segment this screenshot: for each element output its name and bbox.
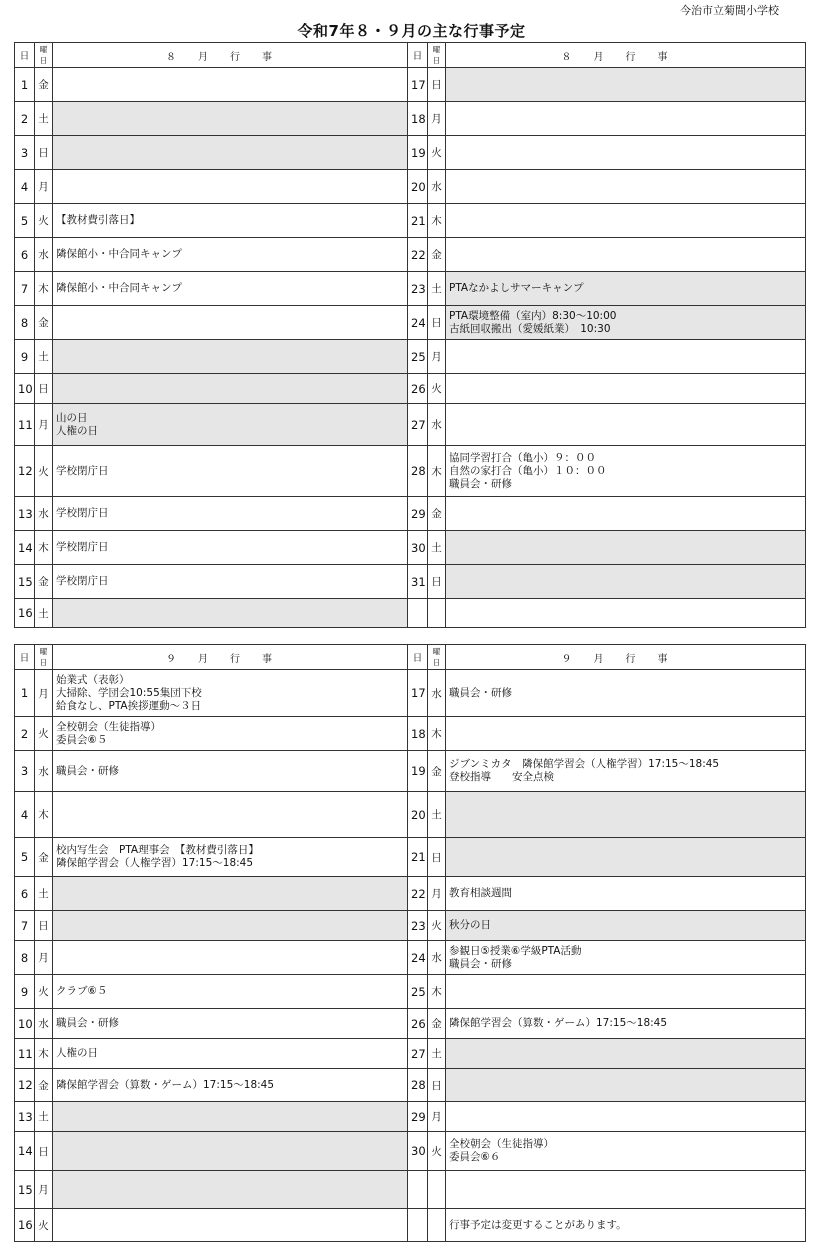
event-cell: クラブ⑥５ <box>53 975 408 1009</box>
weekday: 土 <box>428 1039 446 1069</box>
weekday: 水 <box>35 238 53 272</box>
weekday: 火 <box>35 1209 53 1242</box>
table-row <box>15 1209 806 1242</box>
event-cell <box>446 136 806 170</box>
weekday: 金 <box>35 306 53 340</box>
day-number: 8 <box>15 306 35 340</box>
day-number <box>408 599 428 628</box>
header-weekday: 曜日 <box>428 43 446 68</box>
day-number: 26 <box>408 1009 428 1039</box>
header-weekday: 曜日 <box>428 645 446 670</box>
day-number <box>408 1171 428 1209</box>
header-day: 日 <box>408 43 428 68</box>
weekday: 土 <box>35 599 53 628</box>
event-cell <box>53 911 408 941</box>
day-number: 11 <box>15 1039 35 1069</box>
weekday: 日 <box>35 1132 53 1171</box>
header-weekday: 曜日 <box>35 43 53 68</box>
weekday: 水 <box>428 404 446 446</box>
day-number: 24 <box>408 941 428 975</box>
weekday: 日 <box>428 565 446 599</box>
day-number: 23 <box>408 272 428 306</box>
event-cell <box>53 170 408 204</box>
event-cell <box>446 792 806 838</box>
table-row <box>15 340 806 374</box>
day-number: 15 <box>15 565 35 599</box>
day-number: 12 <box>15 1069 35 1102</box>
day-number: 21 <box>408 204 428 238</box>
table-row <box>15 565 806 599</box>
day-number: 20 <box>408 170 428 204</box>
header-day: 日 <box>15 645 35 670</box>
event-cell: 【教材費引落日】 <box>53 204 408 238</box>
table-row <box>15 238 806 272</box>
table-row <box>15 531 806 565</box>
day-number: 18 <box>408 717 428 751</box>
day-number: 27 <box>408 1039 428 1069</box>
day-number: 18 <box>408 102 428 136</box>
event-cell: 職員会・研修 <box>53 751 408 792</box>
day-number: 17 <box>408 68 428 102</box>
day-number: 16 <box>15 1209 35 1242</box>
event-cell: 山の日 人権の日 <box>53 404 408 446</box>
event-cell <box>53 792 408 838</box>
table-row <box>15 1069 806 1102</box>
weekday: 火 <box>35 204 53 238</box>
event-cell <box>446 497 806 531</box>
day-number: 4 <box>15 792 35 838</box>
august-calendar-table <box>14 42 806 628</box>
weekday: 金 <box>35 838 53 877</box>
event-cell: 職員会・研修 <box>446 670 806 717</box>
event-cell: 隣保館学習会（算数・ゲーム）17:15～18:45 <box>53 1069 408 1102</box>
weekday: 土 <box>35 877 53 911</box>
weekday: 日 <box>428 1069 446 1102</box>
day-number: 9 <box>15 975 35 1009</box>
weekday: 月 <box>428 877 446 911</box>
september-calendar-table <box>14 644 806 1242</box>
day-number: 6 <box>15 877 35 911</box>
weekday: 日 <box>35 136 53 170</box>
weekday: 金 <box>35 68 53 102</box>
table-row <box>15 975 806 1009</box>
event-cell <box>446 404 806 446</box>
event-cell: 秋分の日 <box>446 911 806 941</box>
day-number: 7 <box>15 272 35 306</box>
event-cell: 学校閉庁日 <box>53 565 408 599</box>
weekday: 月 <box>428 340 446 374</box>
event-cell <box>53 1209 408 1242</box>
event-cell <box>53 68 408 102</box>
weekday: 金 <box>428 1009 446 1039</box>
weekday: 金 <box>428 751 446 792</box>
event-cell <box>446 599 806 628</box>
day-number: 30 <box>408 1132 428 1171</box>
event-cell <box>446 238 806 272</box>
weekday: 火 <box>428 136 446 170</box>
day-number: 15 <box>15 1171 35 1209</box>
weekday: 月 <box>35 404 53 446</box>
table-row <box>15 136 806 170</box>
table-row <box>15 170 806 204</box>
day-number: 17 <box>408 670 428 717</box>
day-number: 13 <box>15 1102 35 1132</box>
day-number: 22 <box>408 238 428 272</box>
event-cell <box>446 374 806 404</box>
event-cell <box>53 877 408 911</box>
school-name: 今治市立菊間小学校 <box>680 4 779 17</box>
table-row <box>15 374 806 404</box>
event-cell <box>446 204 806 238</box>
weekday: 木 <box>428 717 446 751</box>
header-events-left: ８月行事 <box>53 43 408 68</box>
weekday: 日 <box>428 68 446 102</box>
table-row <box>15 68 806 102</box>
day-number: 12 <box>15 446 35 497</box>
table-row <box>15 272 806 306</box>
event-cell <box>53 1132 408 1171</box>
event-cell <box>446 68 806 102</box>
day-number: 1 <box>15 670 35 717</box>
event-cell <box>53 374 408 404</box>
table-row <box>15 102 806 136</box>
day-number: 2 <box>15 102 35 136</box>
weekday: 水 <box>428 170 446 204</box>
event-cell <box>446 1069 806 1102</box>
table-row <box>15 877 806 911</box>
event-cell <box>53 599 408 628</box>
day-number: 1 <box>15 68 35 102</box>
day-number: 26 <box>408 374 428 404</box>
table-row <box>15 1039 806 1069</box>
weekday: 月 <box>35 941 53 975</box>
day-number: 7 <box>15 911 35 941</box>
weekday: 日 <box>35 374 53 404</box>
day-number: 13 <box>15 497 35 531</box>
day-number: 28 <box>408 446 428 497</box>
event-cell <box>53 136 408 170</box>
day-number: 6 <box>15 238 35 272</box>
weekday: 土 <box>35 340 53 374</box>
event-cell: 学校閉庁日 <box>53 531 408 565</box>
table-row <box>15 670 806 717</box>
weekday: 水 <box>428 670 446 717</box>
event-cell: 隣保館学習会（算数・ゲーム）17:15～18:45 <box>446 1009 806 1039</box>
weekday: 火 <box>428 911 446 941</box>
weekday: 火 <box>428 1132 446 1171</box>
weekday: 木 <box>428 446 446 497</box>
day-number: 3 <box>15 751 35 792</box>
day-number: 19 <box>408 751 428 792</box>
table-row <box>15 911 806 941</box>
event-cell: PTA環境整備（室内）8:30～10:00 古紙回収搬出（愛媛紙業） 10:30 <box>446 306 806 340</box>
header-events-right: ９月行事 <box>446 645 806 670</box>
event-cell <box>446 1039 806 1069</box>
day-number: 14 <box>15 531 35 565</box>
weekday: 月 <box>35 1171 53 1209</box>
day-number: 10 <box>15 374 35 404</box>
weekday: 水 <box>35 1009 53 1039</box>
day-number: 31 <box>408 565 428 599</box>
page-title: 令和7年８・９月の主な行事予定 <box>297 22 526 40</box>
weekday: 水 <box>428 941 446 975</box>
weekday: 月 <box>428 102 446 136</box>
table-row <box>15 792 806 838</box>
weekday: 月 <box>35 170 53 204</box>
event-cell: 教育相談週間 <box>446 877 806 911</box>
event-cell <box>446 340 806 374</box>
day-number: 4 <box>15 170 35 204</box>
weekday: 金 <box>35 565 53 599</box>
event-cell <box>53 306 408 340</box>
event-cell <box>446 1102 806 1132</box>
weekday: 木 <box>35 531 53 565</box>
weekday: 金 <box>428 497 446 531</box>
day-number: 25 <box>408 340 428 374</box>
weekday: 日 <box>428 306 446 340</box>
day-number: 24 <box>408 306 428 340</box>
event-cell: 隣保館小・中合同キャンプ <box>53 238 408 272</box>
event-cell <box>446 717 806 751</box>
day-number <box>408 1209 428 1242</box>
event-cell: 参観日⑤授業⑥学級PTA活動 職員会・研修 <box>446 941 806 975</box>
event-cell <box>53 1102 408 1132</box>
day-number: 29 <box>408 497 428 531</box>
weekday: 火 <box>428 374 446 404</box>
day-number: 3 <box>15 136 35 170</box>
table-row <box>15 1009 806 1039</box>
day-number: 10 <box>15 1009 35 1039</box>
event-cell: 行事予定は変更することがあります。 <box>446 1209 806 1242</box>
event-cell: 校内写生会 PTA理事会 【教材費引落日】 隣保館学習会（人権学習）17:15～18:45 <box>53 838 408 877</box>
table-row <box>15 751 806 792</box>
weekday: 土 <box>428 792 446 838</box>
event-cell: 隣保館小・中合同キャンプ <box>53 272 408 306</box>
event-cell <box>446 838 806 877</box>
weekday: 木 <box>35 792 53 838</box>
table-row <box>15 404 806 446</box>
header-day: 日 <box>15 43 35 68</box>
day-number: 30 <box>408 531 428 565</box>
weekday: 木 <box>35 272 53 306</box>
day-number: 25 <box>408 975 428 1009</box>
weekday: 金 <box>35 1069 53 1102</box>
day-number: 2 <box>15 717 35 751</box>
weekday <box>428 1171 446 1209</box>
event-cell: ジブンミカタ 隣保館学習会（人権学習）17:15～18:45 登校指導 安全点検 <box>446 751 806 792</box>
day-number: 28 <box>408 1069 428 1102</box>
weekday: 日 <box>428 838 446 877</box>
event-cell <box>53 340 408 374</box>
table-row <box>15 717 806 751</box>
table-row <box>15 599 806 628</box>
event-cell <box>446 565 806 599</box>
weekday: 水 <box>35 497 53 531</box>
weekday: 木 <box>428 975 446 1009</box>
day-number: 11 <box>15 404 35 446</box>
table-row <box>15 941 806 975</box>
event-cell: 学校閉庁日 <box>53 446 408 497</box>
day-number: 5 <box>15 838 35 877</box>
header-weekday: 曜日 <box>35 645 53 670</box>
event-cell: 人権の日 <box>53 1039 408 1069</box>
event-cell <box>446 531 806 565</box>
weekday <box>428 599 446 628</box>
table-row <box>15 1171 806 1209</box>
day-number: 29 <box>408 1102 428 1132</box>
weekday: 日 <box>35 911 53 941</box>
weekday: 土 <box>35 1102 53 1132</box>
day-number: 9 <box>15 340 35 374</box>
day-number: 16 <box>15 599 35 628</box>
day-number: 23 <box>408 911 428 941</box>
event-cell: 全校朝会（生徒指導） 委員会⑥６ <box>446 1132 806 1171</box>
day-number: 5 <box>15 204 35 238</box>
day-number: 8 <box>15 941 35 975</box>
day-number: 21 <box>408 838 428 877</box>
table-row <box>15 446 806 497</box>
weekday: 金 <box>428 238 446 272</box>
weekday <box>428 1209 446 1242</box>
weekday: 土 <box>428 272 446 306</box>
table-row <box>15 497 806 531</box>
weekday: 火 <box>35 975 53 1009</box>
day-number: 27 <box>408 404 428 446</box>
weekday: 木 <box>428 204 446 238</box>
event-cell <box>446 102 806 136</box>
event-cell <box>446 975 806 1009</box>
event-cell <box>446 1171 806 1209</box>
event-cell: 協同学習打合（亀小）９：００ 自然の家打合（亀小）１０：００ 職員会・研修 <box>446 446 806 497</box>
table-row <box>15 306 806 340</box>
weekday: 火 <box>35 717 53 751</box>
weekday: 月 <box>35 670 53 717</box>
event-cell: 職員会・研修 <box>53 1009 408 1039</box>
event-cell <box>53 1171 408 1209</box>
table-row <box>15 1132 806 1171</box>
table-row <box>15 204 806 238</box>
table-row <box>15 1102 806 1132</box>
day-number: 22 <box>408 877 428 911</box>
day-number: 20 <box>408 792 428 838</box>
header-events-left: ９月行事 <box>53 645 408 670</box>
day-number: 19 <box>408 136 428 170</box>
table-row <box>15 838 806 877</box>
weekday: 月 <box>428 1102 446 1132</box>
event-cell: 始業式（表彰） 大掃除、学団会10:55集団下校 給食なし、PTA挨拶運動～３日 <box>53 670 408 717</box>
header-events-right: ８月行事 <box>446 43 806 68</box>
event-cell: PTAなかよしサマーキャンプ <box>446 272 806 306</box>
header-day: 日 <box>408 645 428 670</box>
weekday: 水 <box>35 751 53 792</box>
event-cell <box>53 941 408 975</box>
weekday: 土 <box>35 102 53 136</box>
weekday: 土 <box>428 531 446 565</box>
event-cell <box>446 170 806 204</box>
event-cell: 学校閉庁日 <box>53 497 408 531</box>
weekday: 木 <box>35 1039 53 1069</box>
day-number: 14 <box>15 1132 35 1171</box>
event-cell: 全校朝会（生徒指導） 委員会⑥５ <box>53 717 408 751</box>
event-cell <box>53 102 408 136</box>
weekday: 火 <box>35 446 53 497</box>
